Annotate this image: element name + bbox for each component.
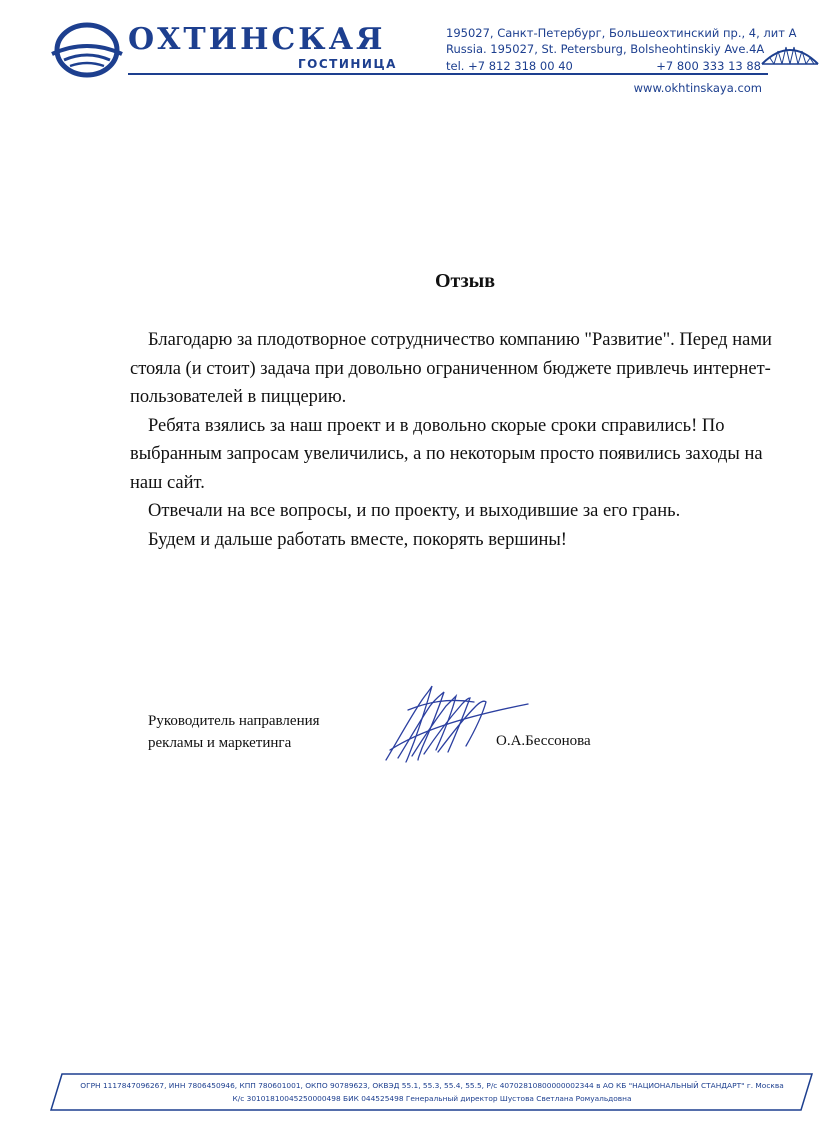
phone-primary: tel. +7 812 318 00 40 [446,59,573,73]
letter-title: Отзыв [434,270,496,292]
hotel-logo-icon [50,20,124,80]
letter-body [130,326,780,554]
address-en: Russia. 195027, St. Petersburg, Bolsheohtinskiy Ave.4A [446,42,765,56]
footer-line: К/с 30101810045250000498 БИК 044525498 Генеральный директор Шустова Светлана Ромуальдовна [232,1094,632,1103]
letterhead-divider [128,73,768,75]
signer-position [148,710,320,754]
paragraph: Будем и дальше работать вместе, покорять вершины! [148,529,567,550]
position-line: рекламы и маркетинга [148,735,292,751]
phone-line [446,59,761,73]
brand-name: ОХТИНСКАЯ [128,22,386,57]
phone-toll-free: +7 800 333 13 88 [656,59,761,73]
handwritten-signature [378,680,538,770]
bridge-icon [760,36,820,86]
footer-line: ОГРН 1117847096267, ИНН 7806450946, КПП 780601001, ОКПО 90789623, ОКВЭД 55.1, 55.3, 55.4, 55.5, Р/с 40702810800000002344 в АО КБ "НАЦИОНАЛЬНЫЙ СТАНДАРТ" г. Москва [80,1081,784,1090]
footer-requisites [62,1079,802,1105]
address-ru: 195027, Санкт-Петербург, Большеохтинский пр., 4, лит А [446,26,797,40]
brand-subtitle: ГОСТИНИЦА [298,57,397,71]
signer-name: О.А.Бессонова [496,733,591,749]
position-line: Руководитель направления [148,713,320,729]
paragraph: Отвечали на все вопросы, и по проекту, и выходившие за его грань. [148,501,681,521]
website-link[interactable]: www.okhtinskaya.com [633,81,762,95]
paragraph: Благодарю за плодотворное сотрудничество компанию "Развитие". Перед нами стояла (и стоит) задача при довольно ограниченном бюджете привлечь интернет-пользователей в пиццерию. [130,330,772,407]
paragraph: Ребята взялись за наш проект и в довольно скорые сроки справились! По выбранным запросам увеличились, а по некоторым просто появились заходы на наш сайт. [130,415,763,493]
